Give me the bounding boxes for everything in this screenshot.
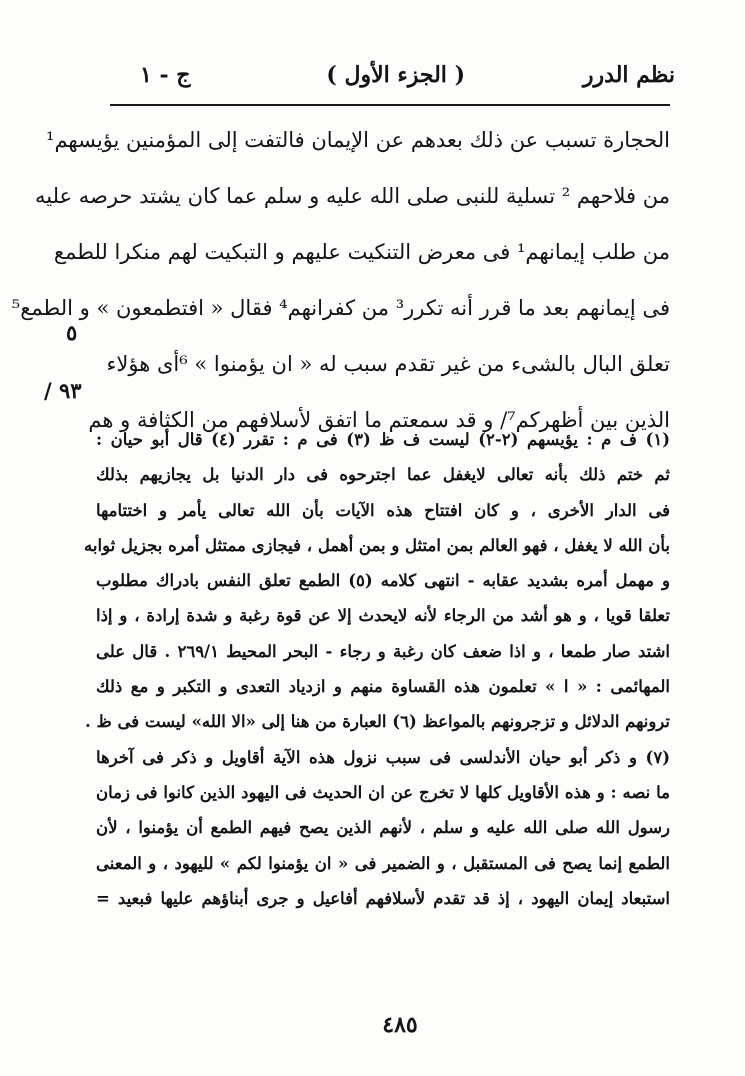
footnote-line: رسول الله صلى الله عليه و سلم ، لأنهم الذين يصح فيهم الطمع أن يؤمنوا ، لأن (96, 818, 670, 838)
part-title: ( الجزء الأول ) (326, 62, 465, 88)
footnotes (84, 422, 671, 916)
line-number-marker: ٥ (66, 320, 78, 345)
footnote-line: ما نصه : و هذه الأقاويل كلها لا تخرج عن ان الحديث فى اليهود الذين كانوا فى زمان (96, 782, 670, 802)
volume-label: ج - ١ (140, 62, 191, 88)
main-text-line: الحجارة تسبب عن ذلك بعدهم عن الإيمان فالتفت إلى المؤمنين يؤيسهم¹ (46, 128, 670, 152)
footnote-line: فى الدار الأخرى ، و كان افتتاح هذه الآيات بأن الله تعالى يأمر و اختتامها (96, 500, 670, 520)
running-header (110, 56, 675, 100)
footnote-line: الطمع إنما يصح فى المستقبل ، و الضمير فى « ان يؤمنوا لكم » لليهود ، و المعنى (96, 853, 670, 873)
footnote-line: اشتد صار طمعا ، و اذا ضعف كان رغبة و رجاء - البحر المحيط ٢٦٩/١ . قال على (96, 641, 670, 661)
header-rule (110, 104, 670, 106)
footnote-line: (٧) و ذكر أبو حيان الأندلسى فى سبب نزول هذه الآية أقاويل و ذكر فى آخرها (96, 747, 670, 767)
main-text-line: تعلق البال بالشىء من غير تقدم سبب له « ان يؤمنوا » ⁶أى هؤلاء (106, 352, 670, 376)
footnote-line: (١) ف م : يؤيسهم (٢-٢) ليست ف ظ (٣) فى م : تقرر (٤) قال أبو حيان : (96, 430, 671, 449)
footnote-line: بأن الله لا يغفل ، فهو العالم بمن امتثل و بمن أهمل ، فيجازى ممتثل أمره بجزيل ثوابه (84, 535, 670, 555)
main-text-line: من طلب إيمانهم¹ فى معرض التنكيت عليهم و التبكيت لهم منكرا للطمع (53, 240, 670, 264)
main-text-line: فى إيمانهم بعد ما قرر أنه تكرر³ من كفرانهم⁴ فقال « افتطمعون » و الطمع⁵ (11, 296, 670, 320)
footnote-line: و مهمل أمره بشديد عقابه - انتهى كلامه (٥) الطمع تعلق النفس بادراك مطلوب (96, 571, 670, 591)
footnote-line: استبعاد إيمان اليهود ، إذ قد تقدم لأسلافهم أفاعيل و جرى أبناؤهم عليها فبعيد = (96, 888, 670, 908)
manuscript-folio-marker: ٩٣ / (44, 378, 82, 403)
main-text-line: من فلاحهم ² تسلية للنبى صلى الله عليه و سلم عما كان يشتد حرصه عليه (34, 184, 670, 208)
footnote-line: ثم ختم ذلك بأنه تعالى لايغفل عما اجترحوه فى دار الدنيا بل يجازيهم بذلك (96, 465, 670, 485)
main-text-line: الذين بين أظهركم⁷/ و قد سمعتم ما اتفق لأسلافهم من الكثافة و هم (88, 408, 670, 432)
book-title: نظم الدرر (582, 62, 675, 88)
footnote-line: المهائمى : « ا » تعلمون هذه القساوة منهم و ازدياد التعدى و التكبر و مع ذلك (96, 677, 670, 697)
footnote-line: تعلقا قويا ، و هو أشد من الرجاء لأنه لايحدث إلا عن قوة رغبة و شدة إرادة ، و إذا (96, 606, 670, 626)
page-number: ٤٨٥ (382, 1012, 418, 1038)
footnote-line: ترونهم الدلائل و تزجرونهم بالمواعظ (٦) العبارة من هنا إلى «الا الله» ليست فى ظ . (85, 712, 670, 732)
